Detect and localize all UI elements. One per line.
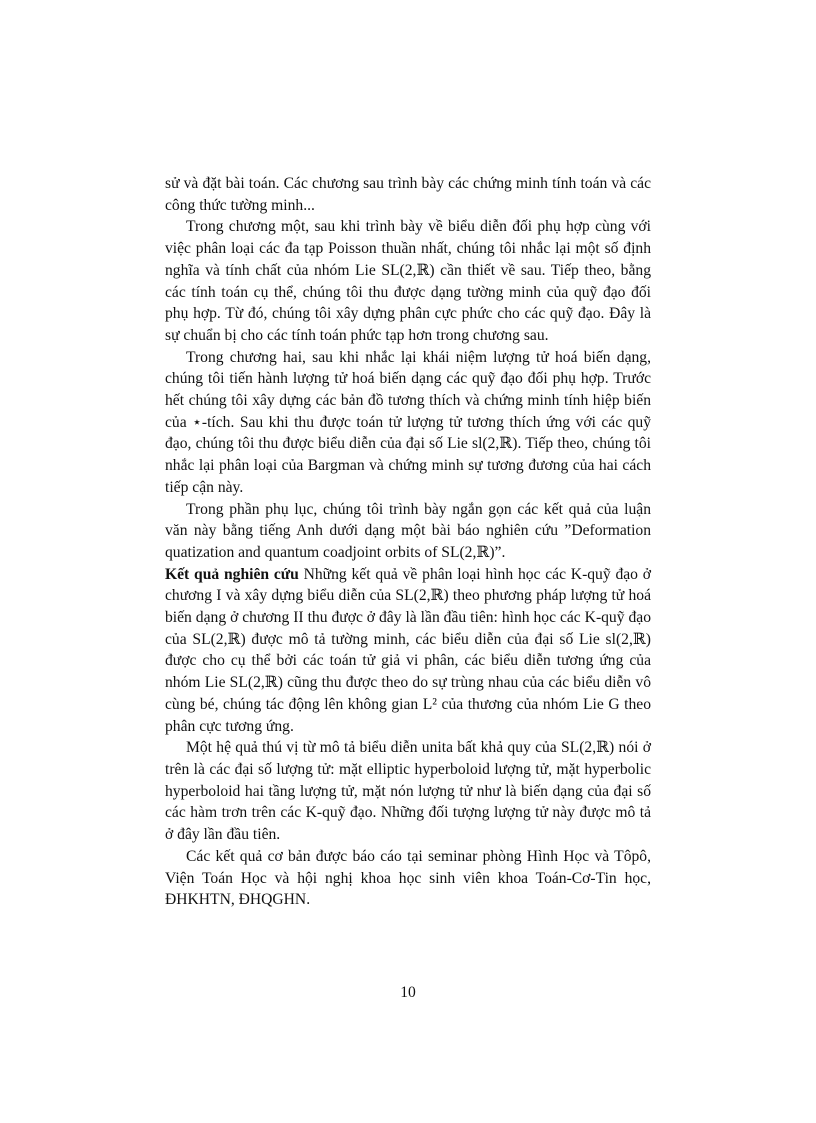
research-results-heading: Kết quả nghiên cứu [165, 565, 299, 583]
page-number: 10 [400, 984, 416, 1001]
main-text [165, 173, 651, 911]
paragraph-reports: Các kết quả cơ bản được báo cáo tại seminar phòng Hình Học và Tôpô, Viện Toán Học và hội nghị khoa học sinh viên khoa Toán-Cơ-Tin học, ĐHKHTN, ĐHQGHN. [165, 847, 651, 909]
paragraph-intro-continuation: sử và đặt bài toán. Các chương sau trình bày các chứng minh tính toán và các công thức tường minh... [165, 175, 651, 214]
paragraph-research-results [165, 564, 651, 738]
paragraph-consequence: Một hệ quả thú vị từ mô tả biểu diễn unita bất khả quy của SL(2,ℝ) nói ở trên là các đại số lượng tử: mặt elliptic hyperboloid lượng tử, mặt hyperbolic hyperboloid hai tầng lượng tử, mặt nón lượng tử như là biến dạng của đại số các hàm trơn trên các K-quỹ đạo. Những đối tượng lượng tử này được mô tả ở đây lần đầu tiên. [165, 739, 651, 844]
research-results-text: Những kết quả về phân loại hình học các K-quỹ đạo ở chương I và xây dựng biểu diễn của SL(2,ℝ) theo phương pháp lượng tử hoá biến dạng ở chương II thu được ở đây là lần đầu tiên: hình học các K-quỹ đạo của SL(2,ℝ) được mô tả tường minh, các biểu diễn của đại số Lie sl(2,ℝ) được cho cụ thể bởi các toán tử giả vi phân, các biểu diễn tương ứng của nhóm Lie SL(2,ℝ) cũng thu được theo do sự trùng nhau của các biểu diễn vô cùng bé, chúng tác động lên không gian L² của thương của nhóm Lie G theo phân cực tương ứng. [165, 565, 651, 735]
paragraph-chapter-one: Trong chương một, sau khi trình bày về biểu diễn đối phụ hợp cùng với việc phân loại các đa tạp Poisson thuần nhất, chúng tôi nhắc lại một số định nghĩa và tính chất của nhóm Lie SL(2,ℝ) cần thiết về sau. Tiếp theo, bằng các tính toán cụ thể, chúng tôi thu được dạng tường minh của quỹ đạo đối phụ hợp. Từ đó, chúng tôi xây dựng phân cực phức cho các quỹ đạo. Đây là sự chuẩn bị cho các tính toán phức tạp hơn trong chương sau. [165, 218, 651, 344]
paragraph-chapter-two: Trong chương hai, sau khi nhắc lại khái niệm lượng tử hoá biến dạng, chúng tôi tiến hành lượng tử hoá biến dạng các quỹ đạo đối phụ hợp. Trước hết chúng tôi xây dựng các bản đồ tương thích và chứng minh tính hiệp biến của ⋆-tích. Sau khi thu được toán tử lượng tử tương thích ứng với các quỹ đạo, chúng tôi thu được biểu diễn của đại số Lie sl(2,ℝ). Tiếp theo, chúng tôi nhắc lại phân loại của Bargman và chứng minh sự tương đương của hai cách tiếp cận này. [165, 348, 651, 496]
paragraph-appendix: Trong phần phụ lục, chúng tôi trình bày ngắn gọn các kết quả của luận văn này bằng tiếng Anh dưới dạng một bài báo nghiên cứu ”Deformation quatization and quantum coadjoint orbits of SL(2,ℝ)”. [165, 500, 651, 561]
